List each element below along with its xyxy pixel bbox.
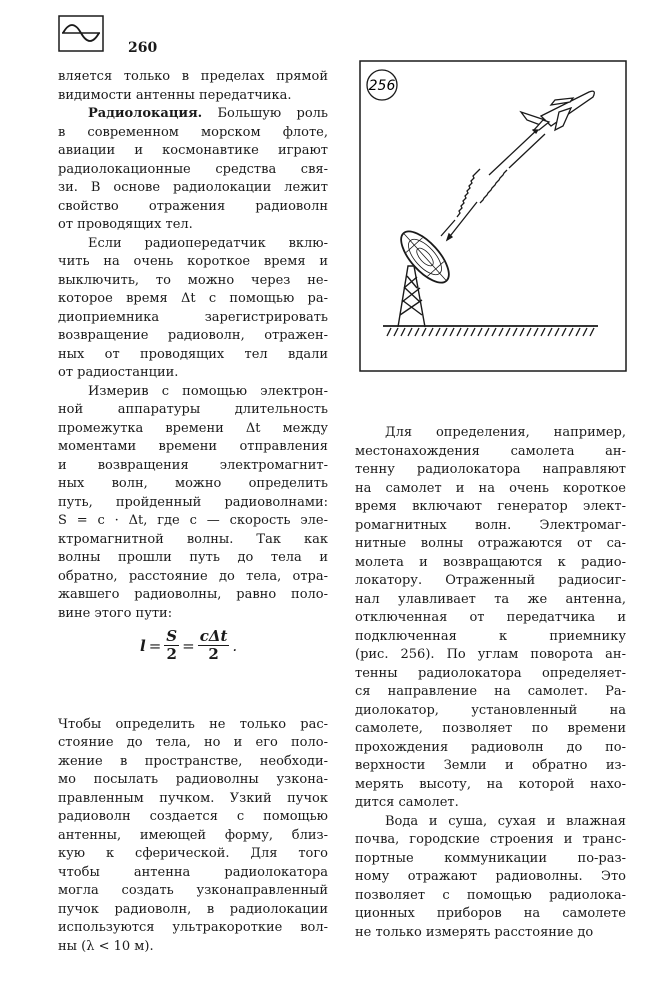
text-line [355, 591, 626, 610]
text-line [355, 720, 626, 739]
line-text: прохождения радиоволн до по- [355, 739, 626, 755]
text-line [58, 845, 328, 864]
line-text: жение в пространстве, необходи- [58, 753, 328, 769]
line-text: локатору. Отраженный радиосиг- [355, 573, 626, 588]
line-text: Измерив с помощью электрон- [88, 383, 328, 399]
ground-hatch [464, 328, 468, 336]
radar-figure [359, 60, 627, 372]
text-line [58, 216, 328, 235]
ground-hatch [436, 328, 440, 336]
radar-tower-icon [398, 266, 425, 327]
ground-hatch [429, 328, 433, 336]
text-line [58, 882, 328, 901]
distance-formula [140, 628, 237, 663]
ground-hatch [569, 328, 573, 336]
formula-end: . [232, 636, 238, 655]
text-line [355, 924, 626, 943]
text-line [58, 364, 328, 383]
text-line [58, 919, 328, 938]
line-text: почва, городские строения и транс- [355, 832, 626, 847]
ground-hatch [394, 328, 398, 336]
line-text: отключенная от передатчика и [355, 610, 626, 625]
ground-hatch [492, 328, 496, 336]
line-text: S = c · Δt, где c — скорость эле- [58, 513, 328, 528]
page-number: 260 [128, 40, 158, 56]
line-text: мерять высоту, на которой нахо- [355, 776, 626, 792]
text-line [58, 716, 328, 735]
line-text: Большую роль [202, 106, 328, 121]
ground-hatch [387, 328, 391, 336]
text-line [58, 901, 328, 920]
text-line [355, 628, 626, 647]
text-line [355, 702, 626, 721]
line-text: от радиостанции. [58, 365, 179, 380]
line-text: жавшего радиоволны, равно поло- [58, 587, 328, 602]
text-line [355, 887, 626, 906]
text-line [58, 568, 328, 587]
line-text: самолете, позволяет по времени [355, 721, 626, 736]
fraction-denominator: 2 [208, 645, 219, 663]
line-text: Вода и суша, сухая и влажная [385, 813, 626, 829]
text-line [58, 87, 328, 106]
text-line [355, 609, 626, 628]
line-text: антенны, имеющей форму, близ- [58, 827, 328, 843]
line-text: правленным пучком. Узкий пучок [58, 790, 328, 806]
text-line [58, 420, 328, 439]
text-line [58, 253, 328, 272]
paragraph [58, 716, 328, 957]
line-text: ны (λ < 10 м). [58, 938, 154, 954]
text-line [355, 831, 626, 850]
text-line [355, 443, 626, 462]
line-text: диолокатор, установленный на [355, 702, 626, 718]
paragraph [58, 235, 328, 383]
line-text: ных от проводящих тел вдали [58, 346, 328, 362]
line-text: обратно, расстояние до тела, отра- [58, 568, 328, 584]
ground-hatch [401, 328, 405, 336]
line-text: выключить, то можно через не- [58, 272, 328, 288]
text-line [58, 383, 328, 402]
line-text: ных волн, можно определить [58, 476, 328, 491]
text-line [58, 771, 328, 790]
ground-hatch [478, 328, 482, 336]
line-text: которое время Δt с помощью ра- [58, 291, 328, 306]
text-line [58, 124, 328, 143]
text-line [355, 850, 626, 869]
text-line [58, 827, 328, 846]
line-text: вине этого пути: [58, 605, 173, 621]
line-text: стояние до тела, но и его поло- [58, 735, 328, 750]
line-text: местонахождения самолета ан- [355, 443, 626, 459]
line-text: мо посылать радиоволны узкона- [58, 772, 328, 787]
ground-hatch [443, 328, 447, 336]
ground-hatch [415, 328, 419, 336]
formula-eq-2: = [182, 636, 195, 655]
line-text: могла создать узконаправленный [58, 883, 328, 898]
paragraph [58, 105, 328, 235]
line-text: ся направление на самолет. Ра- [355, 684, 626, 699]
line-text: нал улавливает та же антенна, [355, 591, 626, 607]
text-line [355, 461, 626, 480]
line-text: дится самолет. [355, 795, 459, 810]
text-line [58, 494, 328, 513]
paragraph [58, 383, 328, 624]
text-line [355, 535, 626, 554]
right-column [355, 424, 626, 942]
line-text: волны прошли путь до тела и [58, 550, 328, 565]
ground-hatch [450, 328, 454, 336]
ground-hatch [457, 328, 461, 336]
sine-wave-icon [58, 15, 104, 52]
text-line [355, 905, 626, 924]
text-line [355, 757, 626, 776]
paragraph [355, 813, 626, 943]
line-text: видимости антенны передатчика. [58, 87, 292, 103]
fraction-s-over-2 [164, 628, 179, 663]
line-text: зи. В основе радиолокации лежит [58, 180, 328, 195]
paragraph-heading: Радиолокация. [88, 106, 203, 121]
line-text: возвращение радиоволн, отражен- [58, 328, 328, 343]
line-text: на самолет и на очень короткое [355, 480, 626, 496]
text-line [355, 868, 626, 887]
line-text: верхности Земли и обратно из- [355, 758, 626, 773]
text-line [58, 105, 328, 124]
text-line [355, 554, 626, 573]
text-line [355, 794, 626, 813]
text-line [58, 475, 328, 494]
line-text: портные коммуникации по-раз- [355, 850, 626, 866]
text-line [58, 68, 328, 87]
airplane-icon [521, 91, 594, 130]
ground-hatch [471, 328, 475, 336]
fraction-numerator: S [166, 627, 178, 645]
text-line [58, 272, 328, 291]
line-text: кую к сферической. Для того [58, 846, 328, 861]
text-line [58, 753, 328, 772]
ground-hatch [534, 328, 538, 336]
text-line [355, 813, 626, 832]
line-text: время включают генератор элект- [355, 499, 626, 514]
line-text: и возвращения электромагнит- [58, 457, 328, 473]
ground-hatch [499, 328, 503, 336]
ground-hatch [583, 328, 587, 336]
line-text: Если радиопередатчик вклю- [88, 235, 328, 251]
line-text: авиации и космонавтике играют [58, 143, 328, 158]
ground-hatch [520, 328, 524, 336]
line-text: ктромагнитной волны. Так как [58, 531, 328, 547]
line-text: позволяет с помощью радиолока- [355, 887, 626, 903]
text-line [355, 424, 626, 443]
ground-hatch [555, 328, 559, 336]
text-line [355, 517, 626, 536]
left-column [58, 68, 328, 956]
ground-hatch [527, 328, 531, 336]
ground-hatch [408, 328, 412, 336]
text-line [58, 457, 328, 476]
line-text: используются ультракороткие вол- [58, 920, 328, 935]
text-line [355, 572, 626, 591]
line-text: Чтобы определить не только рас- [58, 716, 328, 732]
ground-hatch [485, 328, 489, 336]
ground-hatch [590, 328, 594, 336]
line-text: пучок радиоволн, в радиолокации [58, 901, 328, 917]
fraction-numerator: cΔt [199, 627, 228, 645]
text-line [58, 864, 328, 883]
text-line [58, 605, 328, 624]
text-line [58, 938, 328, 957]
text-line [58, 586, 328, 605]
paragraph [355, 424, 626, 813]
formula-lhs: l [140, 636, 146, 655]
text-line [58, 309, 328, 328]
line-text: нитные волны отражаются от са- [355, 536, 626, 551]
text-line [58, 401, 328, 420]
line-text: путь, пройденный радиоволнами: [58, 494, 328, 510]
text-line [355, 683, 626, 702]
line-text: чтобы антенна радиолокатора [58, 864, 328, 880]
line-text: тенну радиолокатора направляют [355, 462, 626, 477]
text-line [58, 531, 328, 550]
text-line [58, 142, 328, 161]
ground-hatch [506, 328, 510, 336]
text-line [58, 179, 328, 198]
line-text: ной аппаратуры длительность [58, 402, 328, 417]
text-line [355, 739, 626, 758]
ground-hatch [422, 328, 426, 336]
line-text: вляется только в пределах прямой [58, 69, 328, 84]
text-line [58, 198, 328, 217]
text-line [58, 512, 328, 531]
text-line [58, 734, 328, 753]
line-text: моментами времени отправления [58, 439, 328, 454]
line-text: промежутка времени Δt между [58, 420, 328, 436]
ground-hatch [576, 328, 580, 336]
ground-hatch [513, 328, 517, 336]
ground-hatch [562, 328, 566, 336]
formula-eq-1: = [148, 636, 162, 655]
line-text: тенны радиолокатора определяет- [355, 665, 626, 681]
text-line [355, 498, 626, 517]
line-text: в современном морском флоте, [58, 124, 328, 140]
figure-frame [360, 61, 626, 371]
line-text: ционных приборов на самолете [355, 906, 626, 921]
radio-wave-beam [441, 128, 545, 240]
text-line [58, 346, 328, 365]
text-line [355, 776, 626, 795]
ground-hatch [541, 328, 545, 336]
line-text: (рис. 256). По углам поворота ан- [355, 647, 626, 662]
text-line [355, 665, 626, 684]
line-text: радиолокационные средства свя- [58, 161, 328, 177]
line-text: радиоволн создается с помощью [58, 809, 328, 824]
radar-dish-icon [393, 224, 457, 290]
text-line [355, 480, 626, 499]
line-text: подключенная к приемнику [355, 628, 626, 644]
line-text: от проводящих тел. [58, 217, 193, 232]
line-text: свойство отражения радиоволн [58, 198, 328, 214]
text-line [58, 161, 328, 180]
ground-hatch [548, 328, 552, 336]
text-line [58, 235, 328, 254]
text-line [58, 790, 328, 809]
text-line [58, 549, 328, 568]
text-line [58, 438, 328, 457]
line-text: чить на очень короткое время и [58, 254, 328, 269]
text-line [355, 646, 626, 665]
line-text: молета и возвращаются к радио- [355, 554, 626, 570]
fraction-denominator: 2 [166, 645, 177, 663]
line-text: Для определения, например, [385, 425, 626, 440]
figure-number: 256 [368, 78, 396, 94]
text-line [58, 327, 328, 346]
line-text: диоприемника зарегистрировать [58, 309, 328, 325]
line-text: ромагнитных волн. Электромаг- [355, 517, 626, 533]
line-text: ному отражают радиоволны. Это [355, 869, 626, 884]
ground [383, 326, 598, 336]
fraction-cdt-over-2 [198, 628, 230, 663]
paragraph [58, 68, 328, 105]
text-line [58, 808, 328, 827]
text-line [58, 290, 328, 309]
line-text: не только измерять расстояние до [355, 924, 594, 940]
